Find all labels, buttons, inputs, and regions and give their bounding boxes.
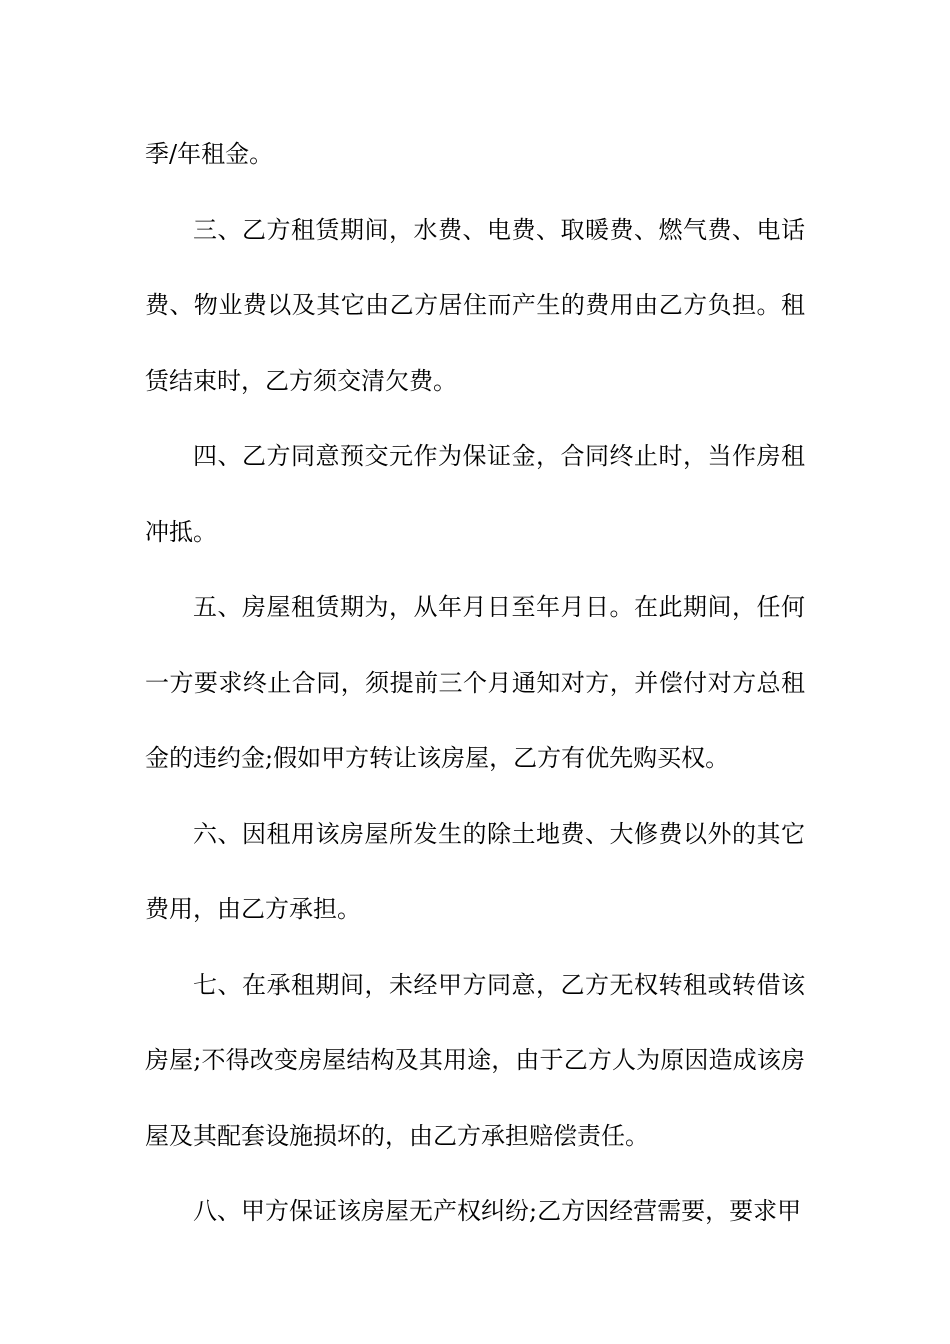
paragraph-clause-8: 八、甲方保证该房屋无产权纠纷;乙方因经营需要，要求甲	[193, 1197, 802, 1225]
paragraph-clause-4: 四、乙方同意预交元作为保证金，合同终止时，当作房租冲抵。	[145, 442, 805, 546]
paragraph-clause-6: 六、因租用该房屋所发生的除土地费、大修费以外的其它费用，由乙方承担。	[145, 819, 805, 923]
paragraph-clause-5: 五、房屋租赁期为，从年月日至年月日。在此期间，任何一方要求终止合同，须提前三个月通知对方，并偿付对方总租金的违约金;假如甲方转让该房屋，乙方有优先购买权。	[145, 593, 805, 772]
paragraph-clause-7: 七、在承租期间，未经甲方同意，乙方无权转租或转借该房屋;不得改变房屋结构及其用途，由于乙方人为原因造成该房屋及其配套设施损坏的，由乙方承担赔偿责任。	[145, 970, 805, 1150]
document-body	[145, 117, 805, 1250]
paragraph-clause-3: 三、乙方租赁期间，水费、电费、取暖费、燃气费、电话费、物业费以及其它由乙方居住而产生的费用由乙方负担。租赁结束时，乙方须交清欠费。	[145, 215, 805, 395]
paragraph-rent-period-end: 季/年租金。	[145, 140, 274, 168]
